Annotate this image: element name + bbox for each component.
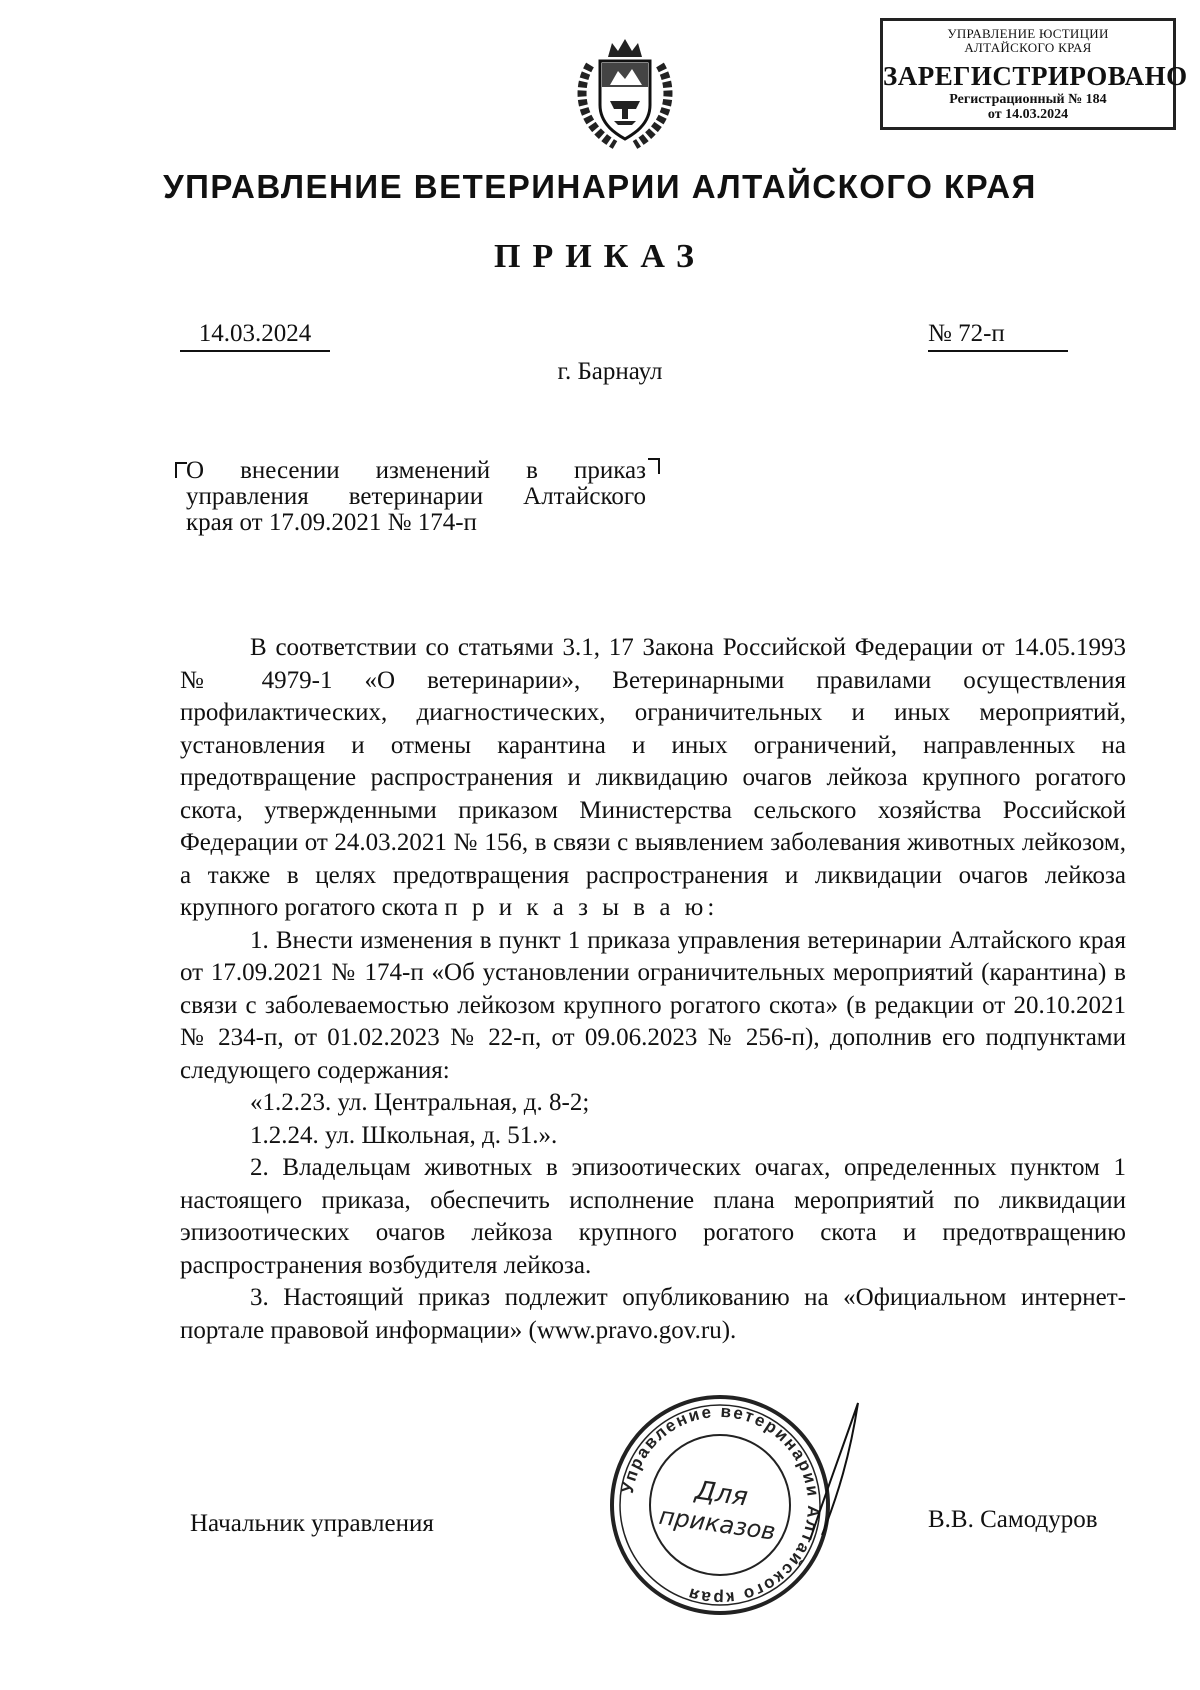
subject-line: края от 17.09.2021 № 174-п <box>186 509 477 536</box>
order-word: п р и к а з ы в а ю: <box>444 894 719 921</box>
document-body <box>180 632 1126 1347</box>
document-number: № 72-п <box>928 320 1068 352</box>
item-1-paragraph: 1. Внести изменения в пункт 1 приказа управления ветеринарии Алтайского края от 17.09.2021 № 174-п «Об установлении ограничительных мероприятий (карантина) в связи с заболеваемостью лейкозом крупного рогатого скота» (в редакции от 20.10.2021 № 234-п, от 01.02.2023 № 22-п, от 09.06.2023 № 256-п), дополнив его подпунктами следующего содержания: <box>180 926 1126 1084</box>
seal-center-line: приказов <box>657 1501 778 1546</box>
seal-center-line: Для <box>693 1475 750 1513</box>
subject-line: О внесении изменений в приказ <box>186 457 646 484</box>
document-date: 14.03.2024 <box>180 320 330 352</box>
registration-stamp <box>880 18 1188 130</box>
document-city: г. Барнаул <box>557 358 663 385</box>
signatory-name: В.В. Самодуров <box>928 1506 1098 1533</box>
document-type: ПРИКАЗ <box>494 238 706 275</box>
subject-corner-right <box>648 458 660 474</box>
organization-title: УПРАВЛЕНИЕ ВЕТЕРИНАРИИ АЛТАЙСКОГО КРАЯ <box>163 168 1037 205</box>
item-2-paragraph: 2. Владельцам животных в эпизоотических очагах, определенных пунктом 1 настоящего приказа, обеспечить исполнение плана мероприятий по ликвидации эпизоотических очагов лейкоза крупного рогатого скота и предотвращению распространения возбудителя лейкоза. <box>180 1154 1126 1279</box>
item-1-subitem: «1.2.23. ул. Центральная, д. 8-2; <box>250 1089 590 1116</box>
handwritten-signature <box>800 1395 870 1545</box>
item-1-subitem: 1.2.24. ул. Школьная, д. 51.». <box>250 1121 558 1149</box>
registration-status: ЗАРЕГИСТРИРОВАНО <box>883 61 1188 91</box>
signatory-position: Начальник управления <box>190 1510 434 1537</box>
item-3-paragraph: 3. Настоящий приказ подлежит опубликованию на «Официальном интернет-портале правовой информации» (www.pravo.gov.ru). <box>180 1284 1126 1344</box>
preamble-paragraph: В соответствии со статьями 3.1, 17 Закона Российской Федерации от 14.05.1993 № 4979-1 «О ветеринарии», Ветеринарными правилами осуществления профилактических, диагностических, ограничительных и иных мероприятий, установления и отмены карантина и иных ограничений, направленных на предотвращение распространения и ликвидацию очагов лейкоза крупного рогатого скота, утвержденными приказом Министерства сельского хозяйства Российской Федерации от 24.03.2021 № 156, в связи с выявлением заболевания животных лейкозом, а также в целях предотвращения распространения и ликвидации очагов лейкоза крупного рогатого скота п р и к а з ы в а ю: <box>180 634 1126 921</box>
document-subject <box>186 458 646 536</box>
registration-date: от 14.03.2024 <box>987 107 1069 122</box>
seal-ring-text: Управление ветеринарии Алтайского края <box>617 1401 824 1609</box>
registration-number: Регистрационный № 184 <box>949 92 1107 107</box>
coat-of-arms-icon <box>570 35 680 155</box>
registration-stamp-org: УПРАВЛЕНИЕ ЮСТИЦИИ АЛТАЙСКОГО КРАЯ <box>947 26 1109 55</box>
subject-line: управления ветеринарии Алтайского <box>186 483 646 510</box>
